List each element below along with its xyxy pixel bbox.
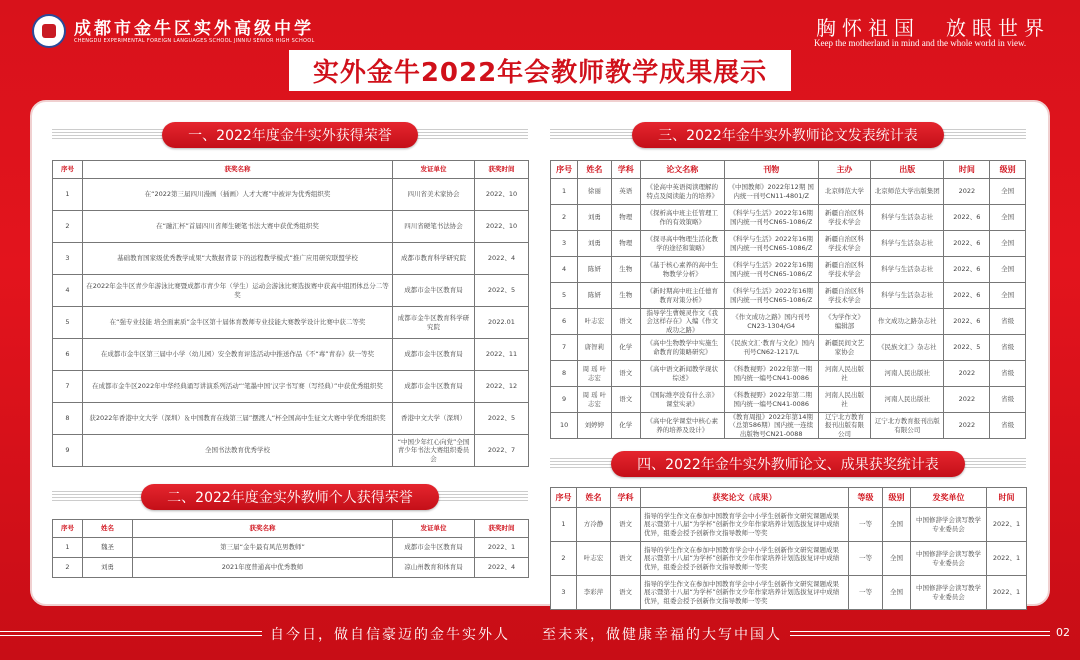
- table-cell: 《科教视野》2022年第一期 国内统一编号CN41-0086: [724, 361, 818, 387]
- column-header: 级别: [883, 488, 911, 508]
- table-cell: 指导的学生作文在参加中国教育学会中小学生创新作文研究课题成果展示暨第十八届“为学杯”创新作文少年作家培养计划选拔复评中成绩优异，组委会授予创新作文指导教师一等奖: [641, 542, 849, 576]
- table-cell: 新疆自治区科学技术学会: [818, 205, 870, 231]
- table-cell: 作文成功之路杂志社: [871, 309, 944, 335]
- table-cell: 7: [551, 335, 578, 361]
- table-cell: 9: [53, 435, 83, 467]
- table-row: [53, 558, 529, 578]
- table-cell: 1: [551, 508, 577, 542]
- table-cell: 2022: [944, 361, 990, 387]
- footer-slogan: 自今日，做自信豪迈的金牛实外人 至未来，做健康幸福的大写中国人: [270, 627, 782, 643]
- table-cell: 四川省硬笔书法协会: [393, 211, 475, 243]
- table-cell: 陈妍: [578, 257, 611, 283]
- table-cell: 4: [53, 275, 83, 307]
- footer-line-right: [790, 631, 1050, 636]
- table-cell: 《科学与生活》2022年16期 国内统一刊号CN65-1086/Z: [724, 205, 818, 231]
- table-cell: 成都市金牛区教育局: [393, 339, 475, 371]
- table-cell: 香港中文大学（深圳）: [393, 403, 475, 435]
- school-name: 成都市金牛区实外高级中学: [74, 19, 314, 39]
- table-cell: 中国修辞学会读写教学专业委员会: [911, 542, 987, 576]
- column-header: 级别: [990, 161, 1026, 179]
- table-cell: 周 瑶 叶志宏: [578, 361, 611, 387]
- table-cell: 中国修辞学会读写教学专业委员会: [911, 576, 987, 610]
- table-cell: 《科学与生活》2022年16期 国内统一刊号CN65-1086/Z: [724, 231, 818, 257]
- table-cell: 9: [551, 387, 578, 413]
- table-cell: 2022、1: [987, 576, 1027, 610]
- table-cell: 语文: [611, 361, 640, 387]
- table-cell: 辽宁北方教育报刊出版有限公司: [818, 413, 870, 439]
- table-cell: 2022、6: [944, 231, 990, 257]
- column-header: 学科: [611, 161, 640, 179]
- table-cell: 2022、12: [475, 371, 529, 403]
- table-cell: 周 瑶 叶志宏: [578, 387, 611, 413]
- table-cell: 《新时期高中班主任德育教育对策分析》: [640, 283, 724, 309]
- column-header: 姓名: [577, 488, 611, 508]
- column-header: 时间: [987, 488, 1027, 508]
- table-cell: 2022: [944, 179, 990, 205]
- table-cell: 刘勇: [578, 205, 611, 231]
- table-cell: 北京师范大学出版集团: [871, 179, 944, 205]
- table-cell: 8: [53, 403, 83, 435]
- table-cell: 6: [53, 339, 83, 371]
- motto-en: Keep the motherland in mind and the whole world in view.: [814, 38, 1027, 48]
- header-row: [551, 488, 1027, 508]
- table-cell: 《民族文汇》杂志社: [871, 335, 944, 361]
- table-row: [53, 243, 529, 275]
- table-cell: 陈妍: [578, 283, 611, 309]
- table-cell: 《民族文汇·教育与文化》国内刊号CN62-1217/L: [724, 335, 818, 361]
- table-cell: 新疆民间文艺家协会: [818, 335, 870, 361]
- column-header: 论文名称: [640, 161, 724, 179]
- table-cell: 成都市金牛区教育局: [393, 275, 475, 307]
- table-cell: 1: [551, 179, 578, 205]
- table-cell: 在成都市金牛区第三届中小学（幼儿园）安全教育评选活动中推送作品《不“毒”青春》获一等奖: [83, 339, 393, 371]
- table-cell: 徐丽: [578, 179, 611, 205]
- column-header: 发奖单位: [911, 488, 987, 508]
- table-cell: 语文: [611, 576, 641, 610]
- table-row: [551, 179, 1026, 205]
- paper-award-table: [550, 487, 1027, 610]
- table-cell: 在“强专业技能 培全面素质”金牛区第十届体育教师专业技能大赛教学设计比赛中获二等奖: [83, 307, 393, 339]
- table-cell: 一等: [849, 508, 883, 542]
- table-cell: 2021年度普通高中优秀教师: [133, 558, 393, 578]
- section-header-4: 四、2022年金牛实外教师论文、成果获奖统计表: [550, 451, 1026, 477]
- table-cell: 魏圣: [83, 538, 133, 558]
- table-cell: 3: [551, 231, 578, 257]
- table-cell: 《科学与生活》2022年16期 国内统一刊号CN65-1086/Z: [724, 283, 818, 309]
- table-cell: 2022、7: [475, 435, 529, 467]
- table-cell: 2022、6: [944, 205, 990, 231]
- header-row: [53, 161, 529, 179]
- table-row: [53, 275, 529, 307]
- column-header: 序号: [53, 520, 83, 538]
- table-cell: 2022、11: [475, 339, 529, 371]
- table-cell: 一等: [849, 542, 883, 576]
- table-cell: 北京师范大学: [818, 179, 870, 205]
- table-cell: 全国: [990, 231, 1026, 257]
- table-cell: 指导的学生作文在参加中国教育学会中小学生创新作文研究课题成果展示暨第十八届“为学杯”创新作文少年作家培养计划选拔复评中成绩优异，组委会授予创新作文指导教师一等奖: [641, 576, 849, 610]
- table-cell: 李彩萍: [577, 576, 611, 610]
- table-cell: 2022、6: [944, 309, 990, 335]
- column-header: 获奖名称: [83, 161, 393, 179]
- column-header: 获奖时间: [475, 520, 529, 538]
- table-row: [53, 403, 529, 435]
- table-cell: 全国: [883, 508, 911, 542]
- table-cell: 刘勇: [83, 558, 133, 578]
- table-cell: 在成都市金牛区2022年中华经典诵写讲演系列活动“‘笔墨中国’汉字书写赛（写经典）”中获优秀组织奖: [83, 371, 393, 403]
- table-cell: 河南人民出版社: [818, 387, 870, 413]
- table-cell: 《高中生物教学中实施生命教育的策略研究》: [640, 335, 724, 361]
- table-cell: 全国: [990, 257, 1026, 283]
- table-cell: 6: [551, 309, 578, 335]
- table-cell: 刘婷婷: [578, 413, 611, 439]
- section-header-1: 一、2022年度金牛实外获得荣誉: [52, 122, 528, 148]
- table-row: [551, 205, 1026, 231]
- table-cell: 科学与生活杂志社: [871, 283, 944, 309]
- page-number: 02: [1056, 626, 1070, 639]
- table-cell: 2: [53, 211, 83, 243]
- table-cell: 《高中化学课堂中核心素养的培养及设计》: [640, 413, 724, 439]
- column-header: 发证单位: [393, 161, 475, 179]
- column-header: 姓名: [83, 520, 133, 538]
- table-row: [53, 435, 529, 467]
- table-row: [551, 283, 1026, 309]
- table-row: [53, 307, 529, 339]
- column-header: 序号: [551, 161, 578, 179]
- table-cell: 2022、6: [944, 283, 990, 309]
- table-cell: 2: [551, 542, 577, 576]
- table-cell: 省级: [990, 361, 1026, 387]
- table-cell: 成都市金牛区教育局: [393, 538, 475, 558]
- table-cell: 辽宁北方教育报刊出版有限公司: [871, 413, 944, 439]
- table-cell: 《中国教师》2022年12期 国内统一刊号CN11-4801/Z: [724, 179, 818, 205]
- table-cell: 2022、5: [475, 403, 529, 435]
- table-cell: 5: [551, 283, 578, 309]
- table-cell: 3: [551, 576, 577, 610]
- table-cell: 在“融汇杯”首届四川省师生硬笔书法大赛中获优秀组织奖: [83, 211, 393, 243]
- table-row: [551, 576, 1027, 610]
- table-row: [551, 413, 1026, 439]
- table-cell: 2022: [944, 387, 990, 413]
- table-cell: 全国: [990, 283, 1026, 309]
- table-cell: 2022、6: [944, 257, 990, 283]
- table-cell: 化学: [611, 413, 640, 439]
- table-cell: 化学: [611, 335, 640, 361]
- table-cell: 新疆自治区科学技术学会: [818, 283, 870, 309]
- column-header: 获奖论文（成果）: [641, 488, 849, 508]
- table-cell: 生物: [611, 283, 640, 309]
- table-cell: 物理: [611, 205, 640, 231]
- table-cell: 新疆自治区科学技术学会: [818, 231, 870, 257]
- table-cell: 全国: [883, 576, 911, 610]
- table-cell: 《国际维亭没有什么亲》课堂实录》: [640, 387, 724, 413]
- table-cell: 全国: [990, 205, 1026, 231]
- table-cell: 语文: [611, 542, 641, 576]
- table-cell: 2022.01: [475, 307, 529, 339]
- table-cell: 在“2022第三届四川漫画（插画）人才大赛”中被评为优秀组织奖: [83, 179, 393, 211]
- table-row: [53, 538, 529, 558]
- table-cell: 叶志宏: [577, 542, 611, 576]
- table-cell: 语文: [611, 508, 641, 542]
- table-row: [53, 211, 529, 243]
- table-cell: 5: [53, 307, 83, 339]
- table-cell: 指导的学生作文在参加中国教育学会中小学生创新作文研究课题成果展示暨第十八届“为学杯”创新作文少年作家培养计划选拔复评中成绩优异，组委会授予创新作文指导教师一等奖: [641, 508, 849, 542]
- table-cell: 生物: [611, 257, 640, 283]
- table-cell: 《探析高中班主任管理工作的有效策略》: [640, 205, 724, 231]
- table-cell: 2022、1: [987, 542, 1027, 576]
- table-cell: 全国: [990, 179, 1026, 205]
- table-cell: 河南人民出版社: [871, 387, 944, 413]
- column-header: 刊物: [724, 161, 818, 179]
- table-cell: 全国: [883, 542, 911, 576]
- title-band: [0, 50, 1080, 90]
- table-row: [53, 371, 529, 403]
- table-cell: “中国少年红心向党”全国青少年书法大赛组织委员会: [393, 435, 475, 467]
- column-header: 发证单位: [393, 520, 475, 538]
- column-header: 姓名: [578, 161, 611, 179]
- table-cell: 一等: [849, 576, 883, 610]
- table-cell: 1: [53, 538, 83, 558]
- table-cell: 省级: [990, 309, 1026, 335]
- table-cell: 8: [551, 361, 578, 387]
- table-cell: 科学与生活杂志社: [871, 231, 944, 257]
- column-header: 序号: [551, 488, 577, 508]
- table-cell: 《论高中英语阅读理解的特点及阅读能力的培养》: [640, 179, 724, 205]
- table-cell: 省级: [990, 387, 1026, 413]
- table-cell: 语文: [611, 309, 640, 335]
- table-cell: 《教育周报》2022年第14期（总第586期）国内统一连续出版物号CN21-0088: [724, 413, 818, 439]
- table-row: [53, 179, 529, 211]
- table-row: [551, 309, 1026, 335]
- table-cell: 河南人民出版社: [871, 361, 944, 387]
- table-cell: 10: [551, 413, 578, 439]
- table-row: [551, 387, 1026, 413]
- table-cell: 指导学生曹婉灵作文《我会这样存在》入编《作文成功之路》: [640, 309, 724, 335]
- column-header: 学科: [611, 488, 641, 508]
- section-header-2: 二、2022年度金实外教师个人获得荣誉: [52, 484, 528, 510]
- table-cell: 7: [53, 371, 83, 403]
- table-cell: 2022、4: [475, 243, 529, 275]
- motto: 胸怀祖国 放眼世界: [816, 16, 1050, 40]
- table-cell: 中国修辞学会读写教学专业委员会: [911, 508, 987, 542]
- table-cell: 2022、5: [944, 335, 990, 361]
- table-row: [551, 257, 1026, 283]
- table-cell: 2022、5: [475, 275, 529, 307]
- table-cell: 1: [53, 179, 83, 211]
- footer: [0, 622, 1080, 646]
- table-cell: 《科学与生活》2022年16期 国内统一刊号CN65-1086/Z: [724, 257, 818, 283]
- table-cell: 《科教视野》2022年第二期 国内统一编号CN41-0086: [724, 387, 818, 413]
- table-cell: 河南人民出版社: [818, 361, 870, 387]
- table-cell: 唐智莉: [578, 335, 611, 361]
- table-cell: 成都市金牛区教育局: [393, 371, 475, 403]
- table-cell: 科学与生活杂志社: [871, 257, 944, 283]
- table-cell: 第三届“金牛最有风范男教师”: [133, 538, 393, 558]
- section-header-3: 三、2022年金牛实外教师论文发表统计表: [550, 122, 1026, 148]
- table-cell: 4: [551, 257, 578, 283]
- table-cell: 四川省美术家协会: [393, 179, 475, 211]
- table-cell: 叶志宏: [578, 309, 611, 335]
- table-cell: 《探寻高中物理生活化教学的途径和策略》: [640, 231, 724, 257]
- table-cell: 全国书法教育优秀学校: [83, 435, 393, 467]
- column-header: 时间: [944, 161, 990, 179]
- table-cell: 基础教育国家级优秀教学成果“大数据背景下的远程教学模式”推广应用研究联盟学校: [83, 243, 393, 275]
- table-cell: 英语: [611, 179, 640, 205]
- header-row: [551, 161, 1026, 179]
- column-header: 获奖时间: [475, 161, 529, 179]
- column-header: 获奖名称: [133, 520, 393, 538]
- table-cell: 语文: [611, 387, 640, 413]
- table-cell: 凉山州教育和体育局: [393, 558, 475, 578]
- table-cell: 2022、4: [475, 558, 529, 578]
- school-name-en: CHENGDU EXPERIMENTAL FOREIGN LANGUAGES SCHOOL JINNIU SENIOR HIGH SCHOOL: [74, 38, 315, 44]
- table-cell: 《作文成功之路》国内刊号CN23-1304/G4: [724, 309, 818, 335]
- table-cell: 2022、1: [987, 508, 1027, 542]
- table-cell: 省级: [990, 335, 1026, 361]
- table-row: [551, 231, 1026, 257]
- table-cell: 物理: [611, 231, 640, 257]
- table-cell: 获2022年香港中文大学（深圳）＆中国教育在线第三届”摆渡人“杯全国高中生征文大赛中学优秀组织奖: [83, 403, 393, 435]
- footer-line-left: [0, 631, 262, 636]
- teacher-honors-table: [52, 519, 529, 578]
- table-cell: 2022、1: [475, 538, 529, 558]
- table-cell: 科学与生活杂志社: [871, 205, 944, 231]
- table-cell: 成都市金牛区教育科学研究院: [393, 307, 475, 339]
- table-row: [551, 361, 1026, 387]
- column-header: 出版: [871, 161, 944, 179]
- header-row: [53, 520, 529, 538]
- column-header: 序号: [53, 161, 83, 179]
- column-header: 等级: [849, 488, 883, 508]
- table-cell: 《为学作文》编辑部: [818, 309, 870, 335]
- column-header: 主办: [818, 161, 870, 179]
- table-cell: 新疆自治区科学技术学会: [818, 257, 870, 283]
- table-cell: 2: [53, 558, 83, 578]
- table-cell: 刘勇: [578, 231, 611, 257]
- table-cell: 成都市教育科学研究院: [393, 243, 475, 275]
- table-cell: 2: [551, 205, 578, 231]
- table-row: [551, 508, 1027, 542]
- table-cell: 方冷静: [577, 508, 611, 542]
- table-cell: 《高中语文新闻教学现状综述》: [640, 361, 724, 387]
- school-logo: [32, 14, 66, 48]
- table-row: [551, 542, 1027, 576]
- table-row: [53, 339, 529, 371]
- table-cell: 2022、10: [475, 179, 529, 211]
- table-row: [551, 335, 1026, 361]
- table-cell: 在2022年金牛区青少年游泳比赛暨成都市青少年（学生）运动会游泳比赛选拔赛中获高中组团体总分二等奖: [83, 275, 393, 307]
- school-honors-table: [52, 160, 529, 467]
- table-cell: 《基于核心素养的高中生物教学分析》: [640, 257, 724, 283]
- page-title: 实外金牛2022年会教师教学成果展示: [289, 50, 791, 91]
- paper-publication-table: [550, 160, 1026, 439]
- table-cell: 2022、10: [475, 211, 529, 243]
- table-cell: 省级: [990, 413, 1026, 439]
- table-cell: 3: [53, 243, 83, 275]
- table-cell: 2022: [944, 413, 990, 439]
